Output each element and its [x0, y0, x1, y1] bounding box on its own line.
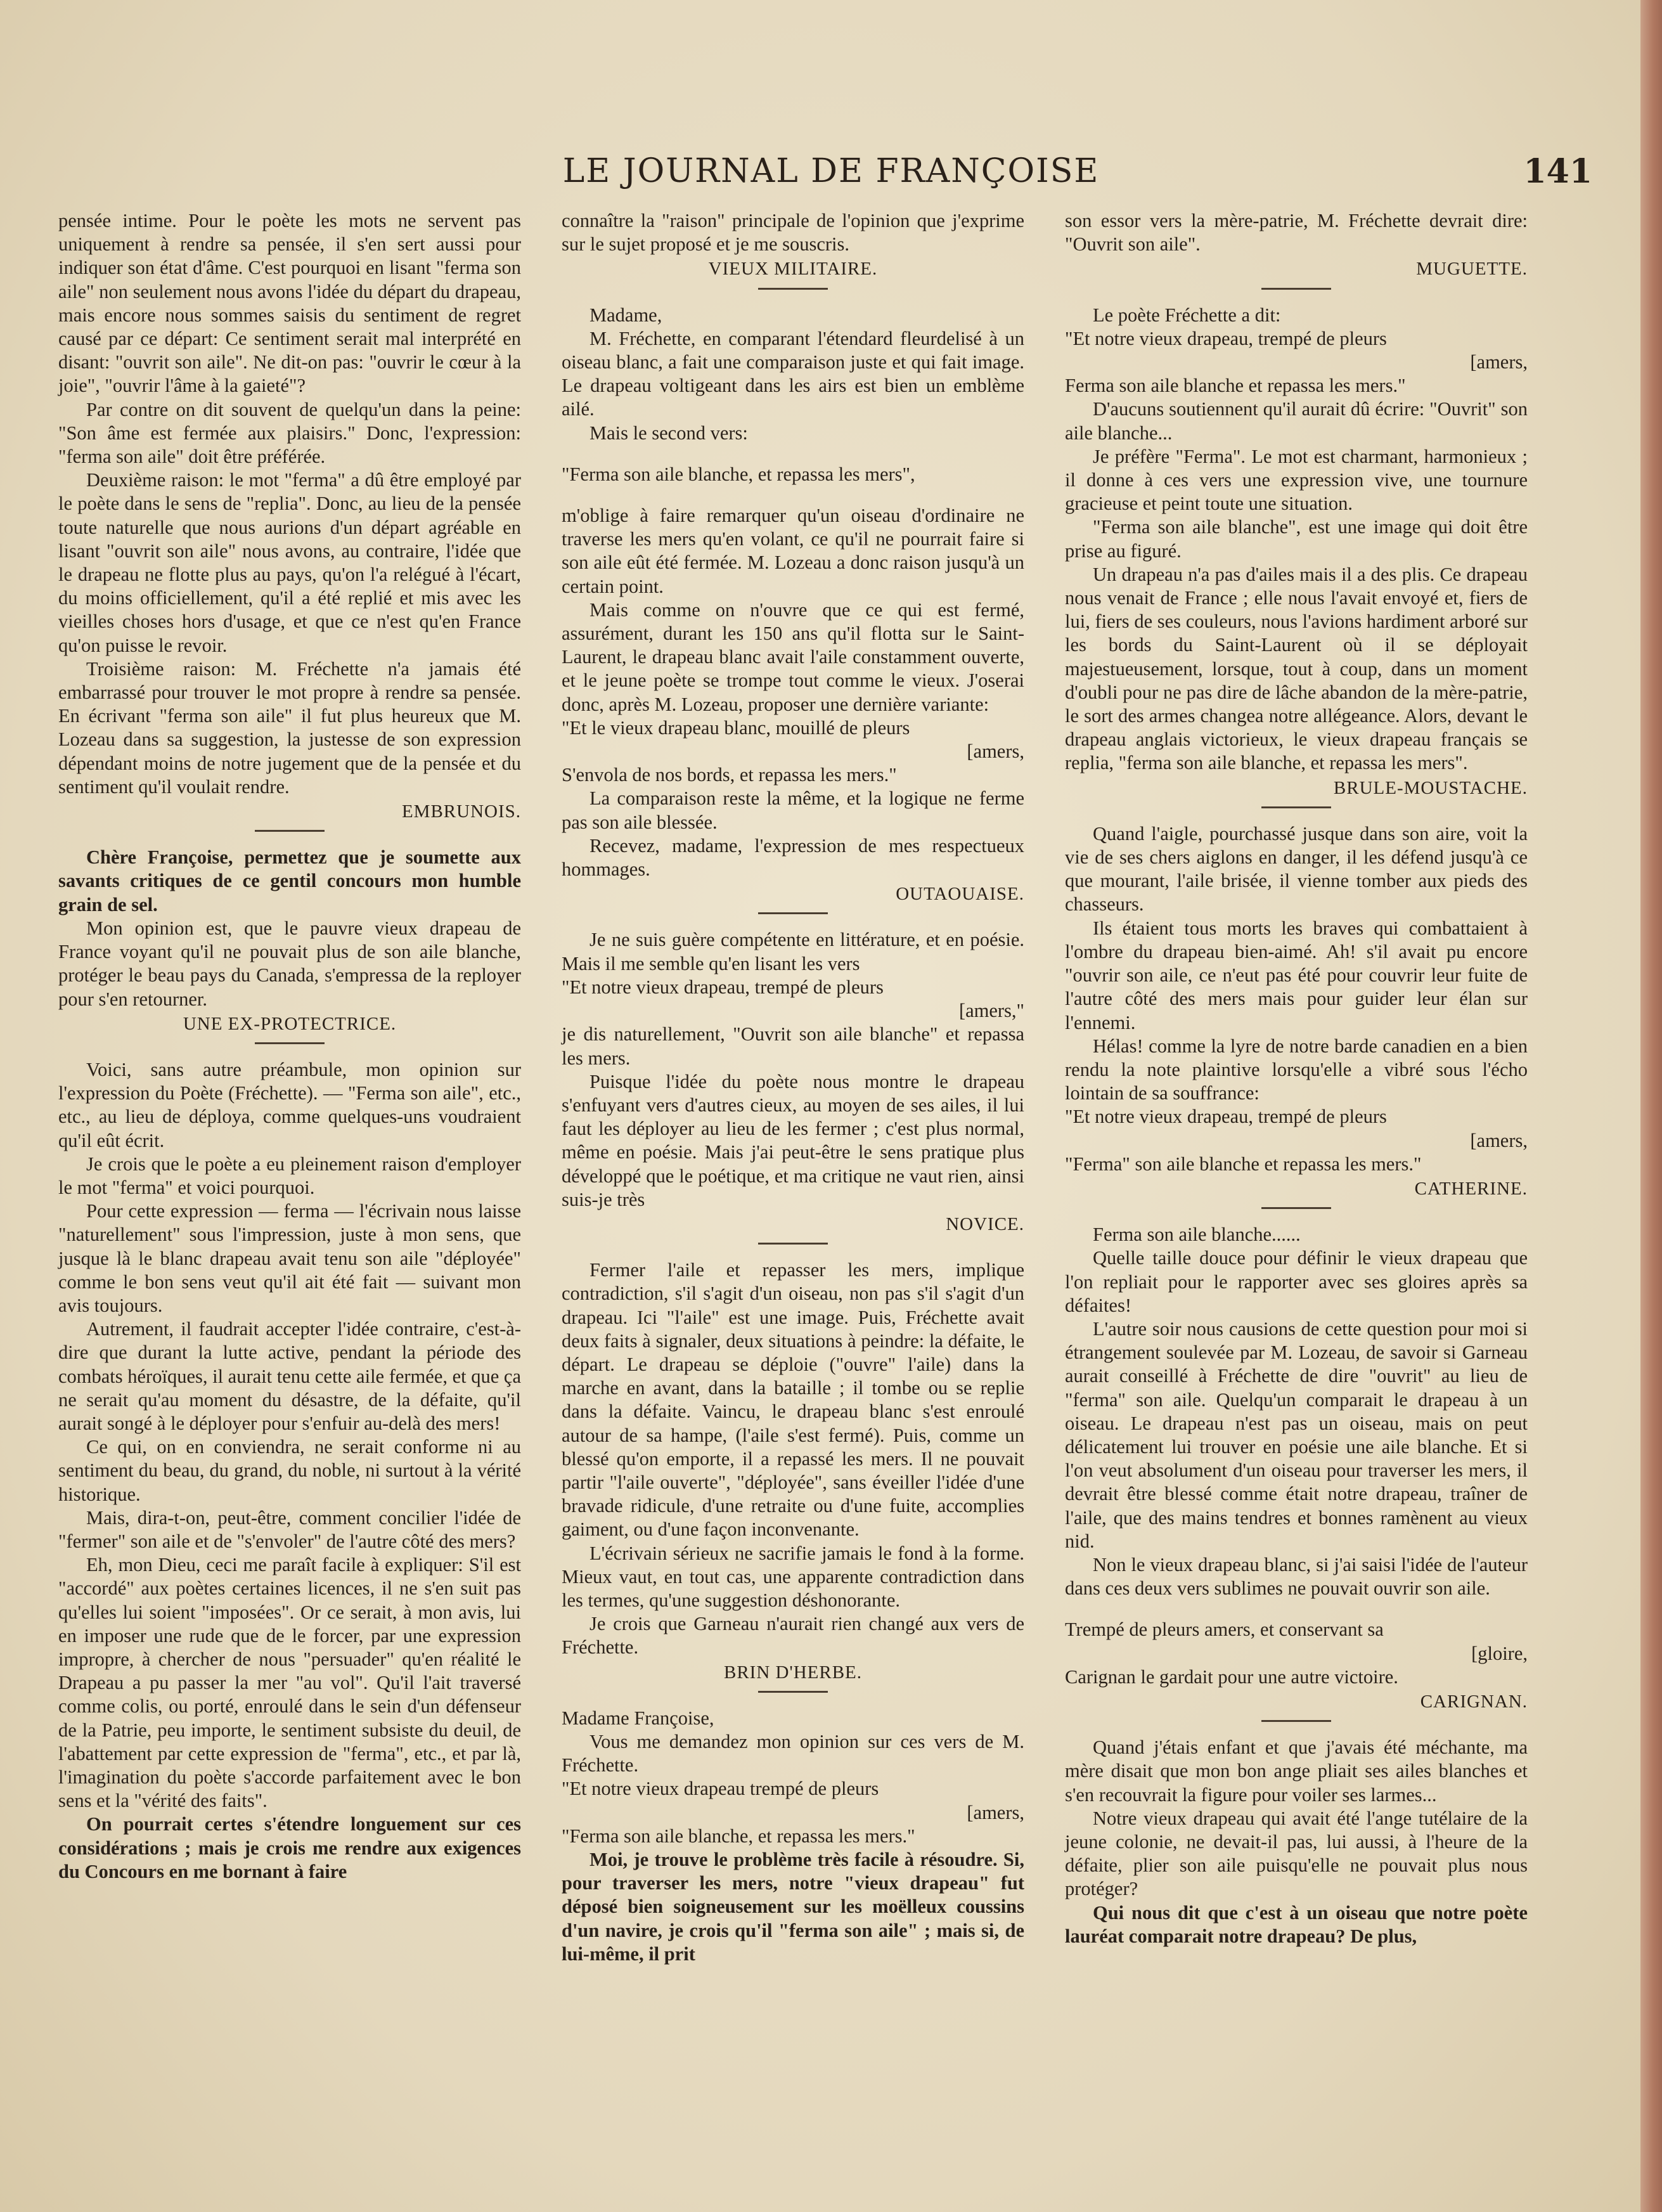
- signature-vieux-militaire: VIEUX MILITAIRE.: [708, 259, 878, 280]
- column-3: [1065, 209, 1528, 1948]
- verse-quote: "Et notre vieux drapeau trempé de pleurs: [562, 1778, 879, 1800]
- paragraph: Moi, je trouve le problème très facile à résoudre. Si, pour traverser les mers, notre "vieux drapeau" fut déposé bien soigneusement sur les moëlleux coussins d'un navire, je crois qu'il "ferma son aile" ; mais si, de lui-même, il prit: [562, 1849, 1024, 1965]
- verse-quote: "Et notre vieux drapeau, trempé de pleurs: [1065, 1106, 1387, 1128]
- paragraph: Mon opinion est, que le pauvre vieux drapeau de France voyant qu'il ne pouvait plus de son aile blanche, protéger le beau pays du Canada, s'empressa de la reployer pour s'en retourner.: [58, 917, 521, 1010]
- spacer: [562, 486, 1024, 504]
- section-divider: [255, 830, 325, 832]
- verse-quote: [amers,: [1470, 351, 1528, 373]
- verse-quote: "Ferma son aile blanche, et repassa les mers",: [562, 463, 915, 485]
- verse-quote: [amers,: [967, 1801, 1024, 1823]
- paragraph: Fermer l'aile et repasser les mers, implique contradiction, s'il s'agit d'un oiseau, non pas s'il s'agit d'un drapeau. Ici "l'aile" est une image. Puis, Fréchette avait deux faits à signaler, deux situations à peindre: la défaite, le départ. Le drapeau se déploie ("ouvre" l'aile) dans la marche en avant, dans la bataille ; il tombe ou se replie dans la défaite. Vaincu, le drapeau blanc s'est enroulé autour de sa hampe, (l'aile s'est fermé). Puis, comme un blessé qu'on emporte, il a repassé les mers. Il ne pouvait partir "l'aile ouverte", "déployée", sans éveiller l'idée d'une bravade ridicule, d'une retraite ou d'une fuite, accomplies gaiment, ou d'une façon inconvenante.: [562, 1259, 1024, 1541]
- verse-quote: [amers,: [1470, 1129, 1528, 1151]
- binding-edge: [1640, 0, 1662, 2212]
- paragraph: Madame,: [589, 304, 662, 326]
- verse-quote: [amers,: [967, 741, 1024, 763]
- paragraph: je dis naturellement, "Ouvrit son aile blanche" et repassa les mers.: [562, 1023, 1024, 1069]
- verse-quote: [gloire,: [1471, 1642, 1528, 1664]
- paragraph: M. Fréchette, en comparant l'étendard fleurdelisé à un oiseau blanc, a fait une comparaison juste et qui fait image. Le drapeau voltigeant dans les airs est bien un emblème ailé.: [562, 327, 1024, 420]
- signature-brule-moustache: BRULE-MOUSTACHE.: [1333, 777, 1528, 798]
- section-divider: [758, 1243, 828, 1245]
- paragraph: Quand j'étais enfant et que j'avais été méchante, ma mère disait que mon bon ange pliait ses ailes blanches et s'en recouvrait la figure pour voiler ses larmes...: [1065, 1737, 1528, 1806]
- paragraph: Autrement, il faudrait accepter l'idée contraire, c'est-à-dire que durant la lutte active, pendant la période des combats héroïques, il aurait tenu cette aile fermée, et que ça ne serait qu'au moment du désastre, de la défaite, qu'il aurait songé à le déployer pour s'enfuir au-delà des mers!: [58, 1318, 521, 1434]
- paragraph: Recevez, madame, l'expression de mes respectueux hommages.: [562, 834, 1024, 881]
- verse-quote: S'envola de nos bords, et repassa les mers.": [562, 764, 897, 786]
- signature-brin-d-herbe: BRIN D'HERBE.: [723, 1662, 862, 1683]
- verse-quote: "Ferma" son aile blanche et repassa les mers.": [1065, 1153, 1422, 1175]
- paragraph: son essor vers la mère-patrie, M. Fréchette devrait dire: "Ouvrit son aile".: [1065, 210, 1528, 255]
- page-header: [57, 152, 1605, 197]
- section-divider: [1261, 1207, 1331, 1209]
- paragraph: Voici, sans autre préambule, mon opinion sur l'expression du Poète (Fréchette). — "Ferma son aile", etc., etc., au lieu de déploya, comme quelques-uns voudraient qu'il eût écrit.: [58, 1058, 521, 1151]
- signature-outaouaise: OUTAOUAISE.: [896, 884, 1024, 905]
- paragraph: L'écrivain sérieux ne sacrifie jamais le fond à la forme. Mieux vaut, en tout cas, une apparente contradiction dans les termes, qu'une suggestion déshonorante.: [562, 1542, 1024, 1611]
- paragraph: Je crois que Garneau n'aurait rien changé aux vers de Fréchette.: [562, 1613, 1024, 1659]
- paragraph: Un drapeau n'a pas d'ailes mais il a des plis. Ce drapeau nous venait de France ; elle nous l'avait envoyé et, fiers de lui, fiers de ses couleurs, nous l'avions hardiment arboré sur les bords du Saint-Laurent où il se déployait majestueusement, lorsque, tout à coup, dans un moment d'oubli pour ne pas dire de lâche abandon de la mère-patrie, le sort des armes changea notre allégeance. Alors, devant le drapeau anglais victorieux, le vieux drapeau français se replia, "ferma son aile blanche, et repassa les mers".: [1065, 563, 1528, 774]
- spacer: [1065, 1600, 1528, 1618]
- paragraph: Je crois que le poète a eu pleinement raison d'employer le mot "ferma" et voici pourquoi.: [58, 1153, 521, 1198]
- paragraph: Troisième raison: M. Fréchette n'a jamais été embarrassé pour trouver le mot propre à rendre sa pensée. En écrivant "ferma son aile" il fut plus heureux que M. Lozeau dans sa suggestion, la justesse de son expression dépendant moins de notre jugement que de la pensée et du sentiment qu'il voulait rendre.: [58, 657, 521, 798]
- section-divider: [255, 1042, 325, 1044]
- paragraph: On pourrait certes s'étendre longuement sur ces considérations ; mais je crois me rendre aux exigences du Concours en me bornant à faire: [58, 1813, 521, 1882]
- verse-quote: [amers,": [958, 1000, 1024, 1022]
- paragraph: Quelle taille douce pour définir le vieux drapeau que l'on repliait pour le rapporter avec ses gloires après sa défaites!: [1065, 1247, 1528, 1316]
- paragraph: L'autre soir nous causions de cette question pour moi si étrangement soulevée par M. Lozeau, de savoir si Garneau aurait conseillé à Fréchette de dire "ouvrit" au lieu de "ferma" son aile. Quelqu'un comparait le drapeau à un oiseau. Le drapeau n'est pas un oiseau, mais on peut délicatement lui trouver en poésie une aile blanche. Et si l'on veut absolument d'un oiseau pour traverser les mers, il devrait être blessé comme était notre drapeau, traîner de l'aile, que des mains tendres et bonnes ramènent au vieux nid.: [1065, 1317, 1528, 1552]
- paragraph: Pour cette expression — ferma — l'écrivain nous laisse "naturellement" sous l'impression, juste à mon sens, que jusque là le blanc drapeau avait tenu son aile "déployée" comme le bon sens veut qu'il ait été fait — suivant mon avis toujours.: [58, 1200, 521, 1316]
- paragraph: Le poète Fréchette a dit:: [1093, 304, 1281, 326]
- running-title: LE JOURNAL DE FRANÇOISE: [562, 152, 1100, 190]
- paragraph: connaître la "raison" principale de l'opinion que j'exprime sur le sujet proposé et je me souscris.: [562, 210, 1024, 255]
- paragraph: Mais comme on n'ouvre que ce qui est fermé, assurément, durant les 150 ans qu'il flotta sur le Saint-Laurent, le drapeau blanc avait l'aile constamment ouverte, et le jeune poète se trompe tout comme le vieux. J'oserai donc, après M. Lozeau, proposer une dernière variante:: [562, 598, 1024, 715]
- paragraph: Ce qui, on en conviendra, ne serait conforme ni au sentiment du beau, du grand, du noble, ni surtout à la vérité historique.: [58, 1436, 521, 1505]
- paragraph: Je ne suis guère compétente en littérature, et en poésie. Mais il me semble qu'en lisant les vers: [562, 929, 1024, 974]
- paragraph: Mais le second vers:: [589, 422, 748, 444]
- paragraph: Je préfère "Ferma". Le mot est charmant, harmonieux ; il donne à ces vers une expression vive, une tournure gracieuse et peint toute une situation.: [1065, 445, 1528, 515]
- paragraph: "Ferma son aile blanche", est une image qui doit être prise au figuré.: [1065, 516, 1528, 562]
- verse-quote: "Ferma son aile blanche, et repassa les mers.": [562, 1825, 915, 1847]
- paragraph: D'aucuns soutiennent qu'il aurait dû écrire: "Ouvrit" son aile blanche...: [1065, 398, 1528, 444]
- paragraph: Ils étaient tous morts les braves qui combattaient à l'ombre du drapeau bien-aimé. Ah! s'il avait pu encore "ouvrir son aile, ce n'eut pas été pour couvrir leur fuite de l'autre côté des mers mais pour guider leur élan sur l'ennemi.: [1065, 917, 1528, 1033]
- signature-novice: NOVICE.: [946, 1213, 1024, 1234]
- column-2: [562, 209, 1024, 1966]
- section-divider: [758, 912, 828, 914]
- column-1: [58, 209, 521, 1884]
- section-divider: [758, 1691, 828, 1693]
- paragraph: Madame Françoise,: [562, 1707, 714, 1729]
- paragraph: Ferma son aile blanche......: [1093, 1224, 1301, 1246]
- section-divider: [1261, 1720, 1331, 1722]
- paragraph: Chère Françoise, permettez que je soumette aux savants critiques de ce gentil concours mon humble grain de sel.: [58, 846, 521, 915]
- signature-catherine: CATHERINE.: [1414, 1178, 1528, 1199]
- verse-quote: "Et le vieux drapeau blanc, mouillé de pleurs: [562, 716, 910, 739]
- verse-quote: "Et notre vieux drapeau, trempé de pleurs: [562, 976, 884, 998]
- paragraph: Par contre on dit souvent de quelqu'un dans la peine: "Son âme est fermée aux plaisirs." Donc, l'expression: "ferma son aile" doit être préférée.: [58, 398, 521, 468]
- paragraph: Qui nous dit que c'est à un oiseau que notre poète lauréat comparait notre drapeau? De plus,: [1065, 1901, 1528, 1947]
- verse-quote: "Et notre vieux drapeau, trempé de pleurs: [1065, 327, 1387, 349]
- verse-quote: Trempé de pleurs amers, et conservant sa: [1065, 1619, 1384, 1641]
- signature-carignan: CARIGNAN.: [1420, 1691, 1528, 1712]
- section-divider: [758, 288, 828, 290]
- verse-quote: Ferma son aile blanche et repassa les mers.": [1065, 375, 1406, 397]
- page-number: 141: [1523, 152, 1592, 191]
- paragraph: Quand l'aigle, pourchassé jusque dans son aire, voit la vie de ses chers aiglons en danger, il les défend jusqu'à ce que mourant, l'aile brisée, il vienne tomber aux pieds des chasseurs.: [1065, 822, 1528, 915]
- section-divider: [1261, 806, 1331, 808]
- paragraph: Deuxième raison: le mot "ferma" a dû être employé par le poète dans le sens de "replia". Donc, au lieu de la pensée toute naturelle que nous aurions d'un départ agréable en lisant "ouvrit son aile" nous avons, au contraire, l'idée que le drapeau ne flotte plus au pays, qu'on l'a relégué à l'écart, du moins officiellement, qu'il a été replié et mis avec les vieilles choses hors d'usage, et que ce n'est qu'en France qu'on puisse le revoir.: [58, 469, 521, 656]
- verse-quote: Carignan le gardait pour une autre victoire.: [1065, 1665, 1398, 1688]
- signature-muguette: MUGUETTE.: [1416, 259, 1528, 280]
- paragraph: La comparaison reste la même, et la logique ne ferme pas son aile blessée.: [562, 787, 1024, 833]
- paragraph: Mais, dira-t-on, peut-être, comment concilier l'idée de "fermer" son aile et de "s'envoler" de l'autre côté des mers?: [58, 1506, 521, 1552]
- paragraph: Notre vieux drapeau qui avait été l'ange tutélaire de la jeune colonie, ne devait-il pas, lui aussi, à l'heure de la défaite, plier son aile puisqu'elle ne pouvait plus nous protéger?: [1065, 1807, 1528, 1900]
- paragraph: Puisque l'idée du poète nous montre le drapeau s'enfuyant vers d'autres cieux, au moyen de ses ailes, il lui faut les déployer au lieu de les fermer ; c'est plus normal, même en poésie. Mais j'ai peut-être le sens pratique plus développé que le poétique, et ma critique ne vaut rien, ainsi suis-je très: [562, 1070, 1024, 1210]
- paragraph: Eh, mon Dieu, ceci me paraît facile à expliquer: S'il est "accordé" aux poètes certaines licences, il ne s'en suit pas qu'elles lui soient "imposées". Or ce serait, à mon avis, lui en imposer une rude que de le forcer, par une expression impropre, à chercher de nous "persuader" qu'en réalité le Drapeau a pu passer la mer "au vol". Qu'il l'ait traversé comme colis, ou porté, enroulé dans le sein d'un défenseur de la Patrie, peu importe, le sentiment subsiste du deuil, de l'abattement par cette expression de "ferma", etc., et par là, l'imagination du poète s'accorde parfaitement avec le bon sens et la "vérité des faits".: [58, 1554, 521, 1812]
- paragraph: Vous me demandez mon opinion sur ces vers de M. Fréchette.: [562, 1730, 1024, 1776]
- signature-une-ex-protectrice: UNE EX-PROTECTRICE.: [183, 1013, 397, 1034]
- paragraph: Hélas! comme la lyre de notre barde canadien en a bien rendu la note plaintive lorsqu'elle a vibré sous l'écho lointain de sa souffrance:: [1065, 1035, 1528, 1104]
- paragraph: m'oblige à faire remarquer qu'un oiseau d'ordinaire ne traverse les mers qu'en volant, ce qu'il ne pourrait faire si son aile eût été fermée. M. Lozeau a donc raison jusqu'à un certain point.: [562, 505, 1024, 597]
- section-divider: [1261, 288, 1331, 290]
- signature-embrunois: EMBRUNOIS.: [401, 801, 521, 822]
- paragraph: pensée intime. Pour le poète les mots ne servent pas uniquement à rendre sa pensée, il s'en sert aussi pour indiquer son état d'âme. C'est pourquoi en lisant "ferma son aile" non seulement nous avons l'idée du départ du drapeau, mais encore nous sommes saisis du sentiment de regret causé par ce départ: Ce sentiment serait mal interprété en disant: "ouvrit son aile". Ne dit-on pas: "ouvrir le cœur à la joie", "ouvrir l'âme à la gaieté"?: [58, 210, 521, 397]
- paragraph: Non le vieux drapeau blanc, si j'ai saisi l'idée de l'auteur dans ces deux vers sublimes ne pouvait ouvrir son aile.: [1065, 1553, 1528, 1600]
- spacer: [562, 445, 1024, 463]
